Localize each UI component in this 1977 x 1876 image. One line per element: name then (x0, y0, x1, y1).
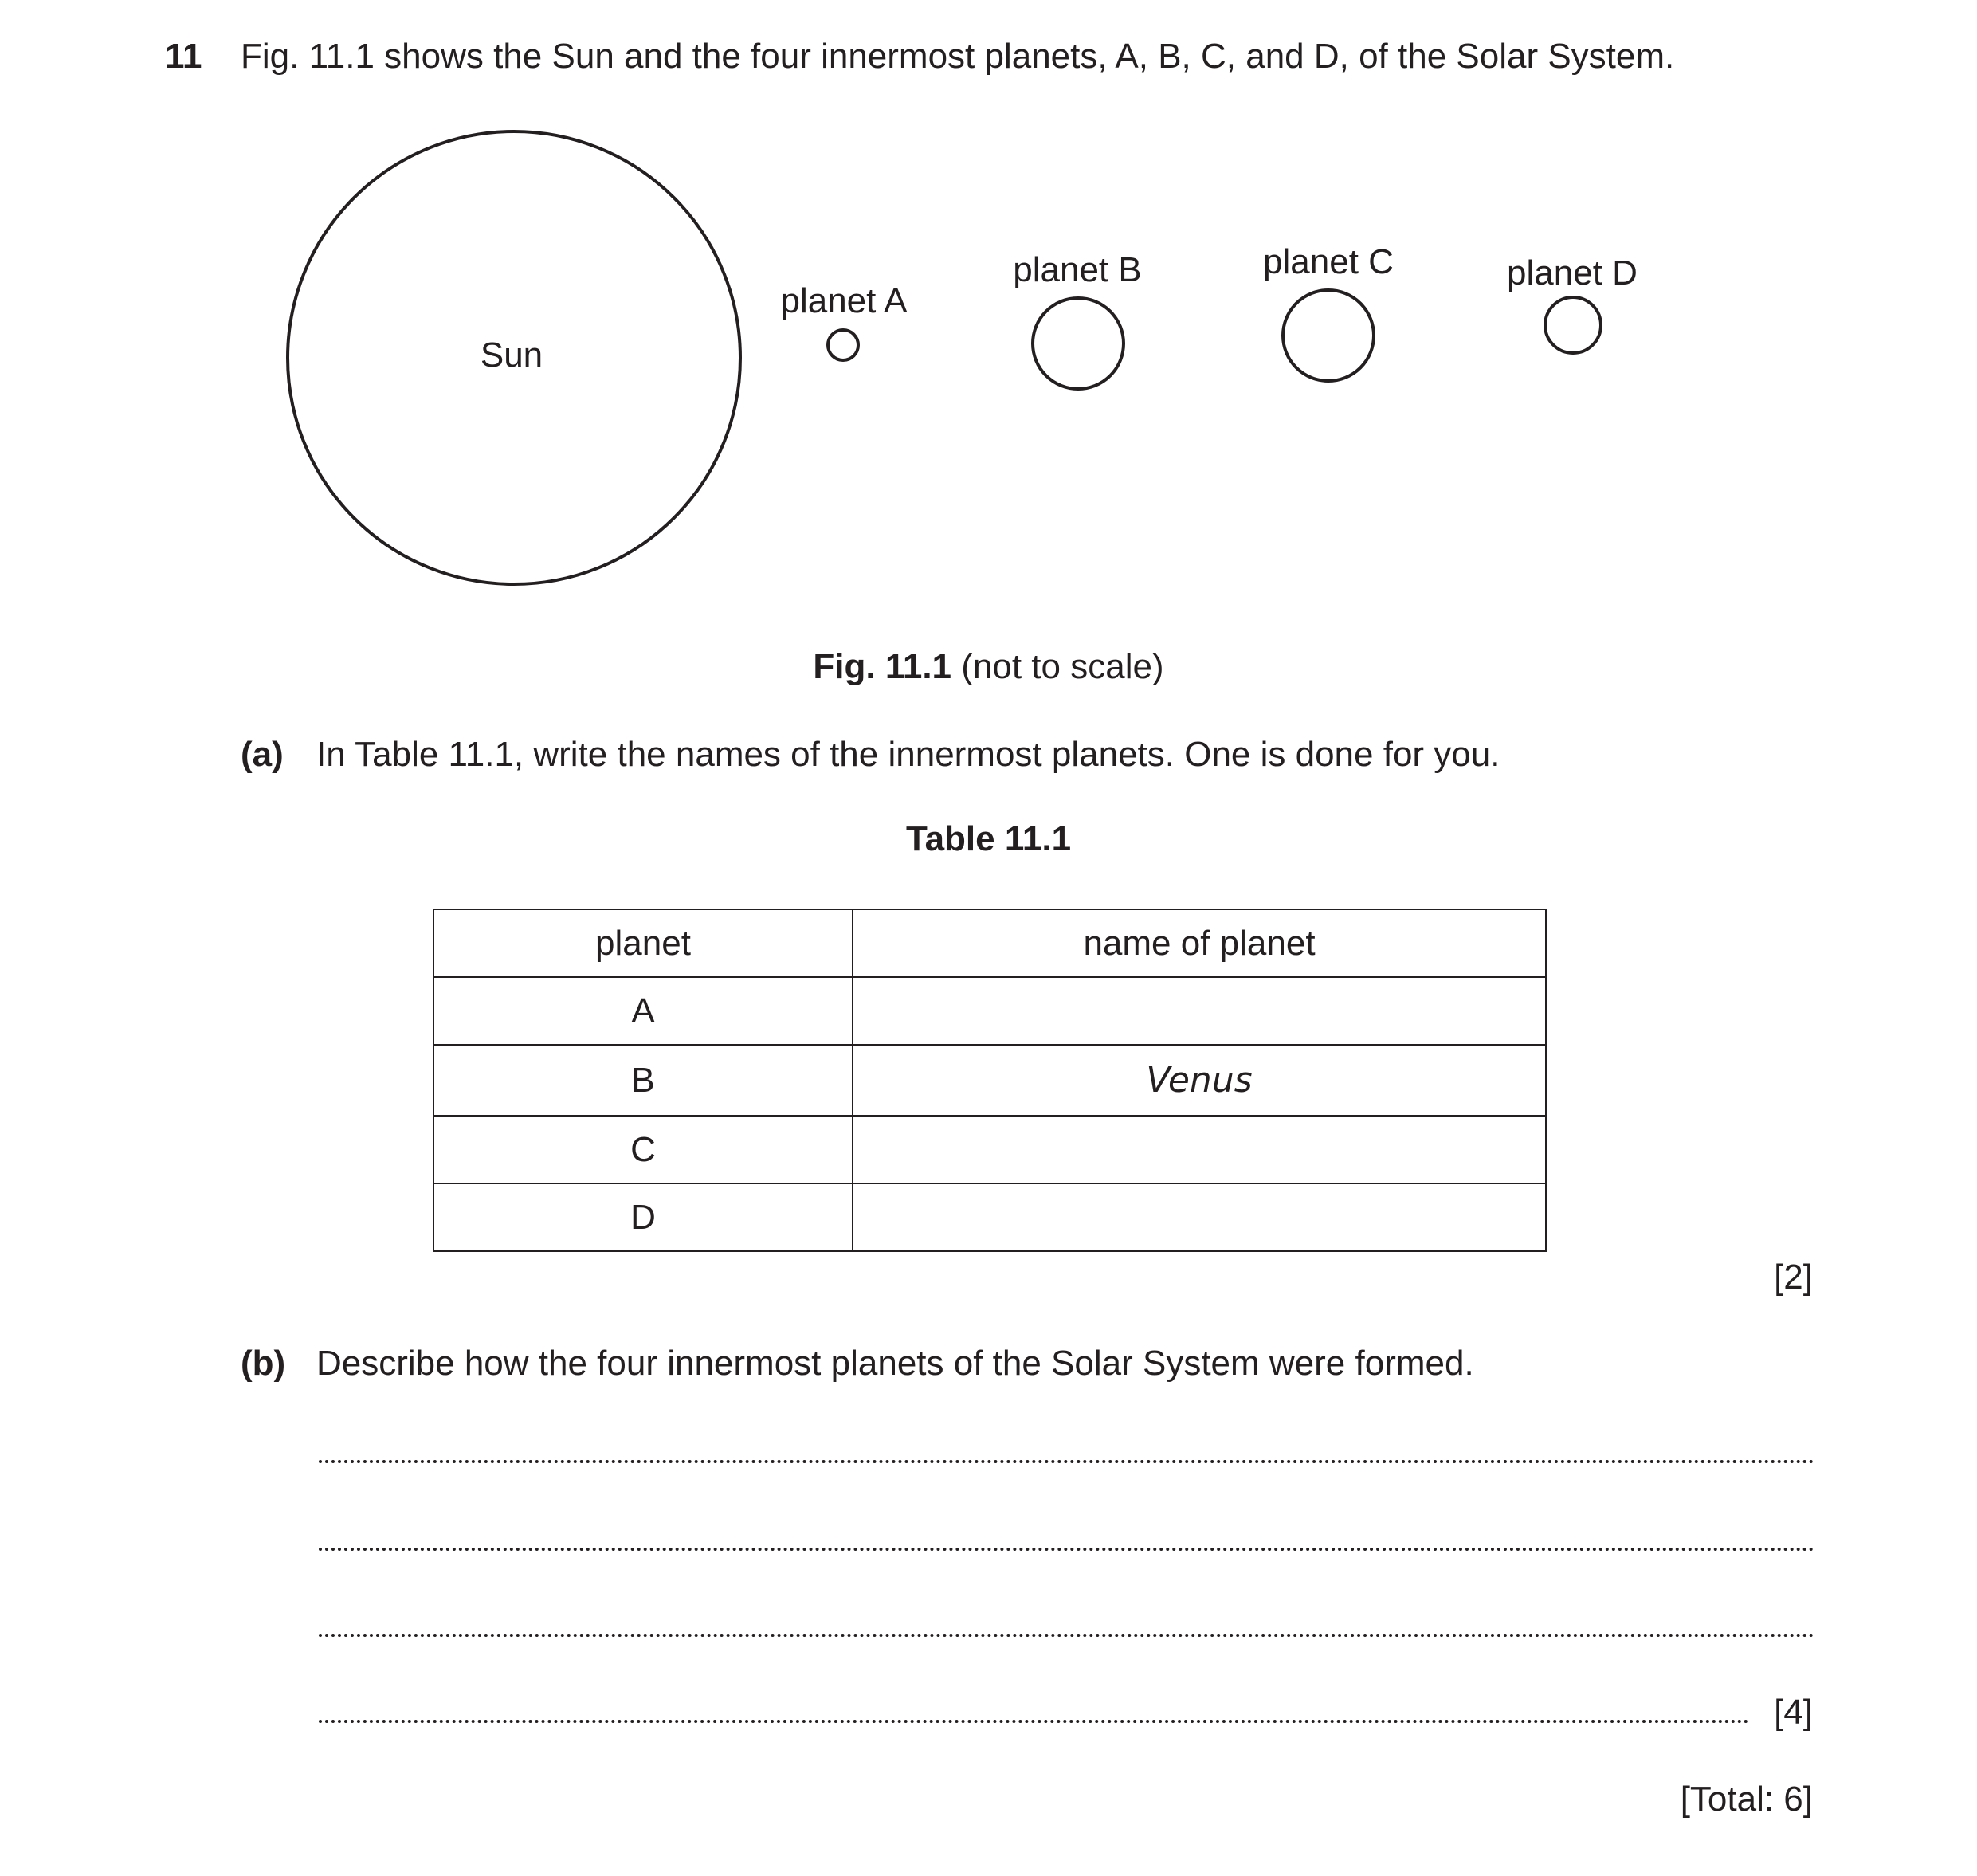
part-a-text: In Table 11.1, write the names of the innermost planets. One is done for you. (316, 735, 1500, 774)
part-b-text: Describe how the four innermost planets of the Solar System were formed. (316, 1344, 1474, 1383)
planet-a-circle (828, 330, 858, 360)
answer-line[interactable] (319, 1460, 1814, 1463)
table-row (433, 1183, 1546, 1251)
part-a-label: (a) (241, 735, 284, 774)
table-row (433, 1116, 1546, 1183)
planet-c-label: planet C (1263, 242, 1394, 281)
part-b-marks: [4] (1774, 1693, 1813, 1732)
planet-cell: A (433, 977, 853, 1045)
answer-line[interactable] (319, 1634, 1814, 1637)
table-title: Table 11.1 (905, 819, 1072, 858)
name-answer-cell[interactable] (853, 1183, 1546, 1251)
planet-b-label: planet B (1013, 250, 1142, 289)
question-stem: Fig. 11.1 shows the Sun and the four innermost planets, A, B, C, and D, of the Solar System. (241, 37, 1675, 76)
part-b-label: (b) (241, 1344, 286, 1383)
planet-cell: C (433, 1116, 853, 1183)
answer-line[interactable] (319, 1720, 1749, 1723)
answer-line[interactable] (319, 1548, 1814, 1551)
planet-names-table (433, 909, 1547, 1252)
planet-b-circle (1033, 298, 1124, 389)
total-marks: [Total: 6] (1680, 1780, 1813, 1819)
table-row (433, 977, 1546, 1045)
planet-d-label: planet D (1507, 253, 1638, 292)
column-header-planet: planet (433, 909, 853, 977)
name-answer-cell: Venus (853, 1045, 1546, 1116)
planet-d-circle (1545, 297, 1601, 353)
planet-cell: D (433, 1183, 853, 1251)
sun-label: Sun (480, 336, 543, 375)
name-answer-cell[interactable] (853, 977, 1546, 1045)
table-row (433, 1045, 1546, 1116)
solar-system-figure (0, 0, 1977, 638)
column-header-name: name of planet (853, 909, 1546, 977)
part-a-marks: [2] (1774, 1258, 1813, 1297)
table-header-row (433, 909, 1546, 977)
figure-caption-note: (not to scale) (951, 647, 1164, 686)
figure-caption-label: Fig. 11.1 (813, 647, 952, 686)
question-number: 11 (165, 37, 202, 76)
figure-caption (0, 647, 1977, 687)
name-answer-cell[interactable] (853, 1116, 1546, 1183)
planet-c-circle (1283, 290, 1374, 381)
planet-cell: B (433, 1045, 853, 1116)
planet-a-label: planet A (780, 281, 908, 320)
